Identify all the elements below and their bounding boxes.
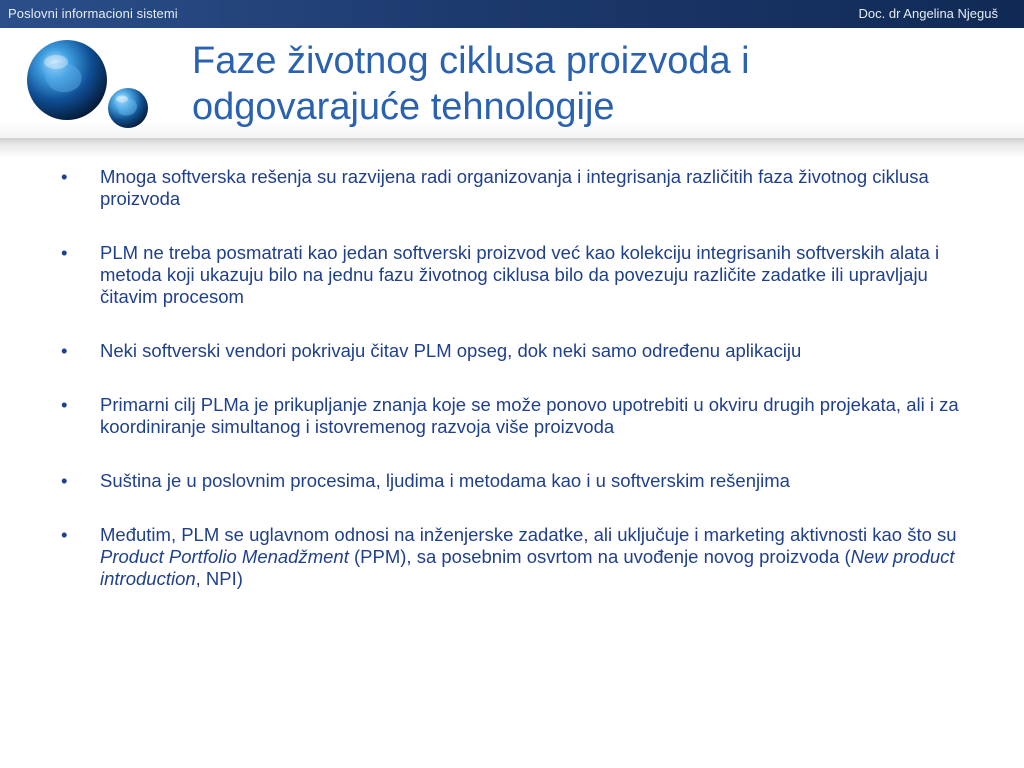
- slide-title-line2: odgovarajuće tehnologije: [192, 86, 615, 128]
- bullet-marker: •: [61, 166, 68, 187]
- top-bar: [0, 0, 1024, 28]
- bullet-text: [100, 524, 957, 589]
- bullet-text: PLM ne treba posmatrati kao jedan softverski proizvod već kao kolekciju integrisanih softverskih alata i metoda koji ukazuju bilo na jednu fazu životnog ciklusa bilo da povezuju različite zadatke ili upravljaju čitavim procesom: [100, 242, 940, 307]
- bullet-text-part: (PPM), sa posebnim osvrtom na uvođenje novog proizvoda (: [348, 546, 851, 567]
- course-title: Poslovni informacioni sistemi: [8, 6, 178, 21]
- author-name: Doc. dr Angelina Njeguš: [858, 6, 998, 21]
- header-divider: [0, 138, 1024, 158]
- bullet-marker: •: [61, 524, 68, 545]
- bullet-text: Suština je u poslovnim procesima, ljudima i metodama kao i u softverskim rešenjima: [100, 470, 790, 491]
- globe-spheres-icon: [24, 38, 159, 133]
- list-item: [55, 470, 975, 492]
- list-item: [55, 166, 975, 210]
- list-item: [55, 340, 975, 362]
- bullet-text: Mnoga softverska rešenja su razvijena radi organizovanja i integrisanja različitih faza životnog ciklusa proizvoda: [100, 166, 929, 209]
- bullet-text-part: , NPI): [195, 568, 243, 589]
- list-item: [55, 242, 975, 308]
- bullet-text-part: Međutim, PLM se uglavnom odnosi na inženjerske zadatke, ali uključuje i marketing aktivnosti kao što su: [100, 524, 957, 545]
- bullet-list: [55, 166, 975, 622]
- list-item: [55, 394, 975, 438]
- bullet-marker: •: [61, 340, 68, 361]
- ppm-term: Product Portfolio Menadžment: [100, 546, 349, 567]
- bullet-text: Neki softverski vendori pokrivaju čitav PLM opseg, dok neki samo određenu aplikaciju: [100, 340, 802, 361]
- slide-title: [192, 38, 992, 130]
- list-item: [55, 524, 975, 590]
- bullet-text: Primarni cilj PLMa je prikupljanje znanja koje se može ponovo upotrebiti u okviru drugih projekata, ali i za koordiniranje simultanog i istovremenog razvoja više proizvoda: [100, 394, 959, 437]
- bullet-marker: •: [61, 394, 68, 415]
- bullet-marker: •: [61, 470, 68, 491]
- npi-term: New product introduction: [100, 546, 955, 589]
- slide-title-line1: Faze životnog ciklusa proizvoda i: [192, 40, 750, 82]
- bullet-marker: •: [61, 242, 68, 263]
